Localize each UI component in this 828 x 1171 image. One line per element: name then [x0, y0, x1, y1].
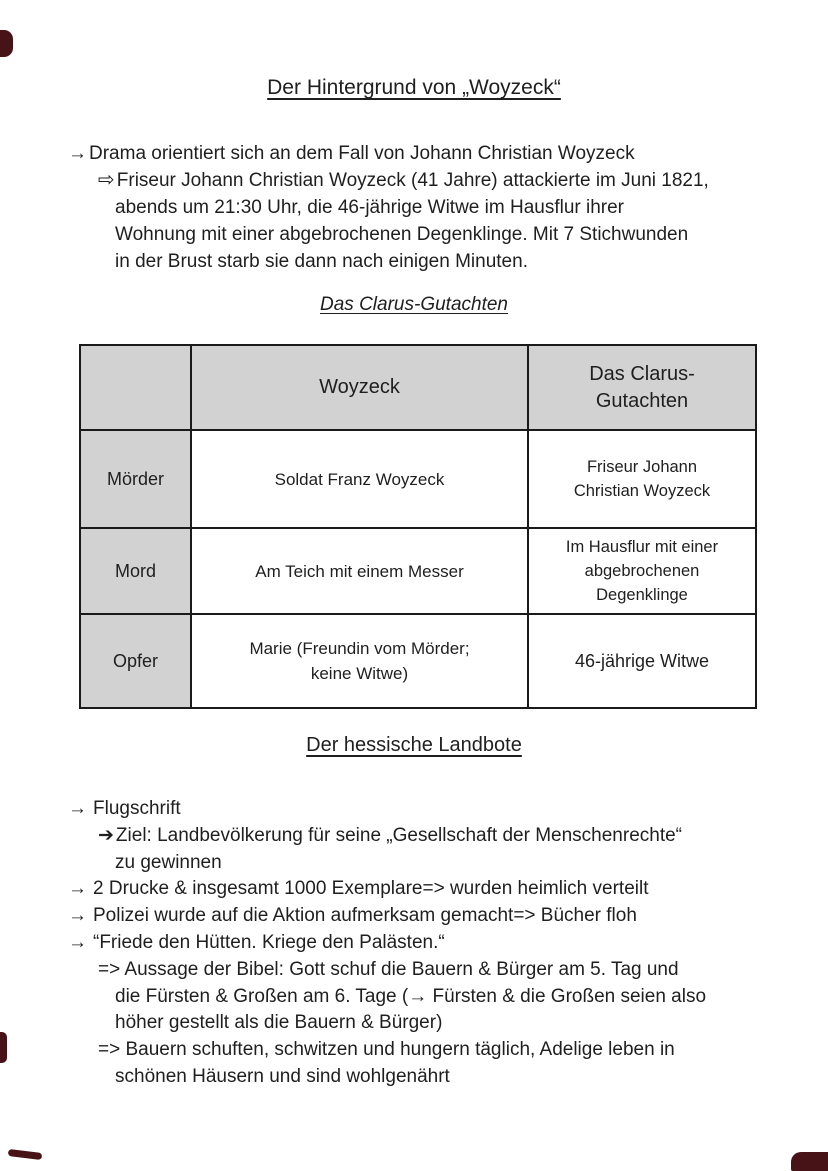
list-item	[0, 930, 790, 957]
table-cell: Marie (Freundin vom Mörder; keine Witwe)	[191, 614, 528, 708]
arrow-right-icon: →	[68, 143, 87, 164]
list-item-text: Friseur Johann Christian Woyzeck (41 Jahre) attackierte im Juni 1821,	[116, 170, 709, 191]
list-item-text: 2 Drucke & insgesamt 1000 Exemplare=> wurden heimlich verteilt	[93, 878, 649, 900]
table-row	[80, 614, 756, 708]
row-label: Mörder	[80, 430, 191, 528]
row-label: Opfer	[80, 614, 191, 708]
table-subtitle	[0, 294, 828, 316]
table-header-row	[80, 345, 756, 430]
scan-mark-bottom-left	[8, 1149, 43, 1160]
table-header-empty	[80, 345, 191, 430]
page-title	[0, 76, 828, 100]
table-cell: 46-jährige Witwe	[528, 614, 756, 708]
arrow-outline-right-icon: ⇨	[98, 169, 115, 191]
list-item-text: Polizei wurde auf die Aktion aufmerksam gemacht=> Bücher floh	[93, 905, 637, 927]
list-item	[0, 823, 790, 850]
list-item	[0, 796, 790, 823]
section-heading	[0, 734, 828, 757]
table-row	[80, 528, 756, 614]
list-item-continuation: in der Brust starb sie dann nach einigen Minuten.	[115, 251, 528, 272]
table-subtitle-text: Das Clarus-Gutachten	[320, 294, 508, 315]
list-item: => Aussage der Bibel: Gott schuf die Bauern & Bürger am 5. Tag und	[98, 958, 679, 980]
list-item-continuation: Wohnung mit einer abgebrochenen Degenklinge. Mit 7 Stichwunden	[115, 224, 689, 245]
table-row	[80, 430, 756, 528]
arrow-right-icon: →	[68, 798, 87, 819]
arrow-right-icon: →	[68, 931, 87, 953]
list-item	[0, 903, 790, 930]
row-label: Mord	[80, 528, 191, 614]
table-cell: Im Hausflur mit einer abgebrochenen Degenklinge	[528, 528, 756, 614]
table-header-clarus: Das Clarus-Gutachten	[528, 345, 756, 430]
list-item: => Bauern schuften, schwitzen und hungern täglich, Adelige leben in	[98, 1039, 675, 1061]
landbote-list	[0, 796, 790, 1091]
list-item-text: Drama orientiert sich an dem Fall von Johann Christian Woyzeck	[89, 143, 635, 164]
scan-mark-left	[0, 1032, 7, 1063]
table-cell: Friseur Johann Christian Woyzeck	[528, 430, 756, 528]
arrow-bold-right-icon: ➔	[98, 824, 114, 846]
arrow-right-icon: →	[68, 878, 87, 900]
list-item	[0, 140, 790, 167]
list-item-continuation: abends um 21:30 Uhr, die 46-jährige Witwe im Hausflur ihrer	[115, 197, 625, 218]
list-item-text: Flugschrift	[93, 798, 181, 819]
list-item-continuation: zu gewinnen	[115, 851, 222, 873]
comparison-table	[79, 344, 757, 709]
list-item-continuation: höher gestellt als die Bauern & Bürger)	[115, 1012, 443, 1034]
list-item-text: “Friede den Hütten. Kriege den Palästen.“	[93, 931, 445, 953]
table-cell: Am Teich mit einem Messer	[191, 528, 528, 614]
arrow-right-icon: →	[68, 905, 87, 927]
scan-mark-bottom-right	[791, 1152, 828, 1171]
page-title-text: Der Hintergrund von „Woyzeck“	[267, 76, 561, 99]
table-header-woyzeck: Woyzeck	[191, 345, 528, 430]
list-item-continuation: schönen Häusern und sind wohlgenährt	[115, 1065, 450, 1087]
list-item	[0, 876, 790, 903]
section-heading-text: Der hessische Landbote	[306, 734, 522, 756]
list-item-continuation: die Fürsten & Großen am 6. Tage (→ Fürsten & die Großen seien also	[115, 985, 707, 1007]
table-cell: Soldat Franz Woyzeck	[191, 430, 528, 528]
intro-list	[0, 140, 790, 275]
list-item	[0, 167, 790, 194]
list-item-text: Ziel: Landbevölkerung für seine „Gesellschaft der Menschenrechte“	[115, 824, 682, 846]
scan-mark-top-left	[0, 30, 13, 57]
